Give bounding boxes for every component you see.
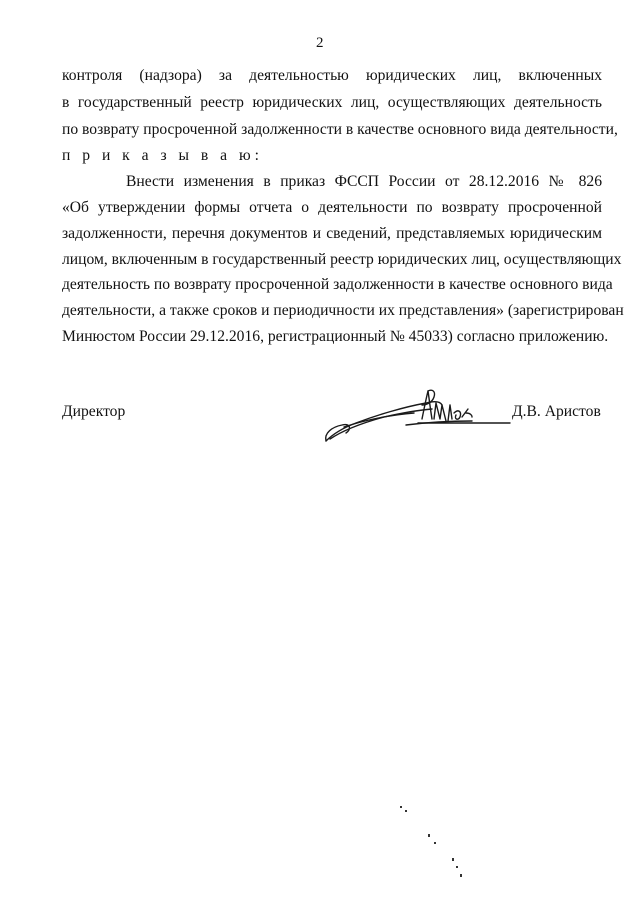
director-title: Директор xyxy=(62,403,126,420)
page-number: 2 xyxy=(316,35,324,51)
body-line-8: лицом, включенным в государственный реестр юридических лиц, осуществляющих xyxy=(62,251,622,268)
body-line-6: «Об утверждении формы отчета о деятельности по возврату просроченной xyxy=(62,199,602,216)
body-line-3: по возврату просроченной задолженности в качестве основного вида деятельности, xyxy=(62,121,618,138)
body-line-10: деятельности, а также сроков и периодичности их представления» (зарегистрирован xyxy=(62,302,624,319)
body-line-1: контроля (надзора) за деятельностью юридических лиц, включенных xyxy=(62,67,602,84)
scan-specks xyxy=(390,800,490,890)
signature-image xyxy=(322,383,512,447)
director-name: Д.В. Аристов xyxy=(512,403,601,420)
order-word: п р и к а з ы в а ю: xyxy=(62,147,263,164)
body-line-9: деятельность по возврату просроченной задолженности в качестве основного вида xyxy=(62,276,613,293)
body-line-2: в государственный реестр юридических лиц, осуществляющих деятельность xyxy=(62,94,602,111)
body-line-7: задолженности, перечня документов и сведений, представляемых юридическим xyxy=(62,225,602,242)
body-line-11: Минюстом России 29.12.2016, регистрационный № 45033) согласно приложению. xyxy=(62,328,609,345)
body-line-5: Внести изменения в приказ ФССП России от 28.12.2016 № 826 xyxy=(126,173,602,190)
